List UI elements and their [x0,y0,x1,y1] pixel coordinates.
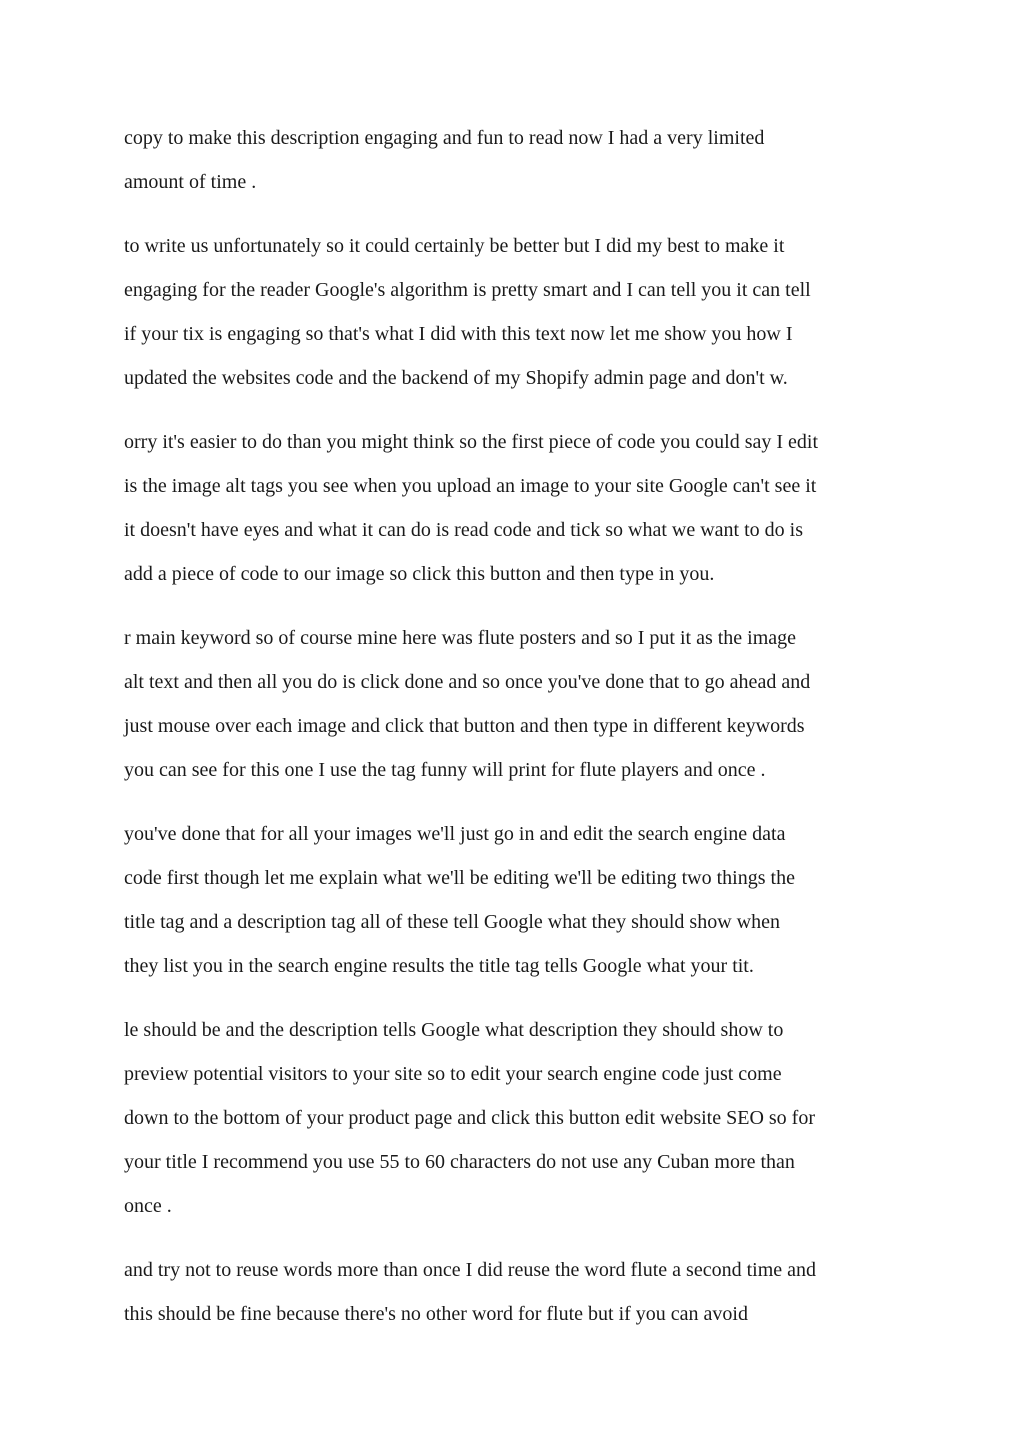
paragraph-7 [124,1248,914,1336]
document-page [124,116,914,1356]
text-line: alt text and then all you do is click done and so once you've done that to go ahead and [124,671,811,693]
text-line: add a piece of code to our image so click this button and then type in you. [124,563,715,585]
text-line: updated the websites code and the backend of my Shopify admin page and don't w. [124,367,788,389]
text-line: orry it's easier to do than you might think so the first piece of code you could say I edit [124,431,819,453]
text-line: you can see for this one I use the tag funny will print for flute players and once . [124,759,766,781]
text-line: they list you in the search engine results the title tag tells Google what your tit. [124,955,754,977]
paragraph-1 [124,116,914,204]
text-line: amount of time . [124,171,257,193]
text-line: you've done that for all your images we'll just go in and edit the search engine data [124,823,786,845]
text-line: le should be and the description tells Google what description they should show to [124,1019,784,1041]
text-line: if your tix is engaging so that's what I did with this text now let me show you how I [124,323,793,345]
text-line: copy to make this description engaging and fun to read now I had a very limited [124,127,765,149]
paragraph-2 [124,224,914,400]
text-line: preview potential visitors to your site so to edit your search engine code just come [124,1063,782,1085]
text-line: is the image alt tags you see when you upload an image to your site Google can't see it [124,475,817,497]
paragraph-4 [124,616,914,792]
paragraph-6 [124,1008,914,1228]
text-line: down to the bottom of your product page and click this button edit website SEO so for [124,1107,815,1129]
text-line: r main keyword so of course mine here was flute posters and so I put it as the image [124,627,797,649]
text-line: title tag and a description tag all of these tell Google what they should show when [124,911,780,933]
paragraph-3 [124,420,914,596]
text-line: and try not to reuse words more than once I did reuse the word flute a second time and [124,1259,817,1281]
text-line: engaging for the reader Google's algorithm is pretty smart and I can tell you it can tell [124,279,811,301]
text-line: just mouse over each image and click that button and then type in different keywords [124,715,805,737]
text-line: this should be fine because there's no other word for flute but if you can avoid [124,1303,748,1325]
paragraph-5 [124,812,914,988]
text-line: your title I recommend you use 55 to 60 characters do not use any Cuban more than [124,1151,795,1173]
text-line: code first though let me explain what we'll be editing we'll be editing two things the [124,867,795,889]
text-line: once . [124,1195,172,1217]
text-line: to write us unfortunately so it could certainly be better but I did my best to make it [124,235,785,257]
text-line: it doesn't have eyes and what it can do is read code and tick so what we want to do is [124,519,803,541]
